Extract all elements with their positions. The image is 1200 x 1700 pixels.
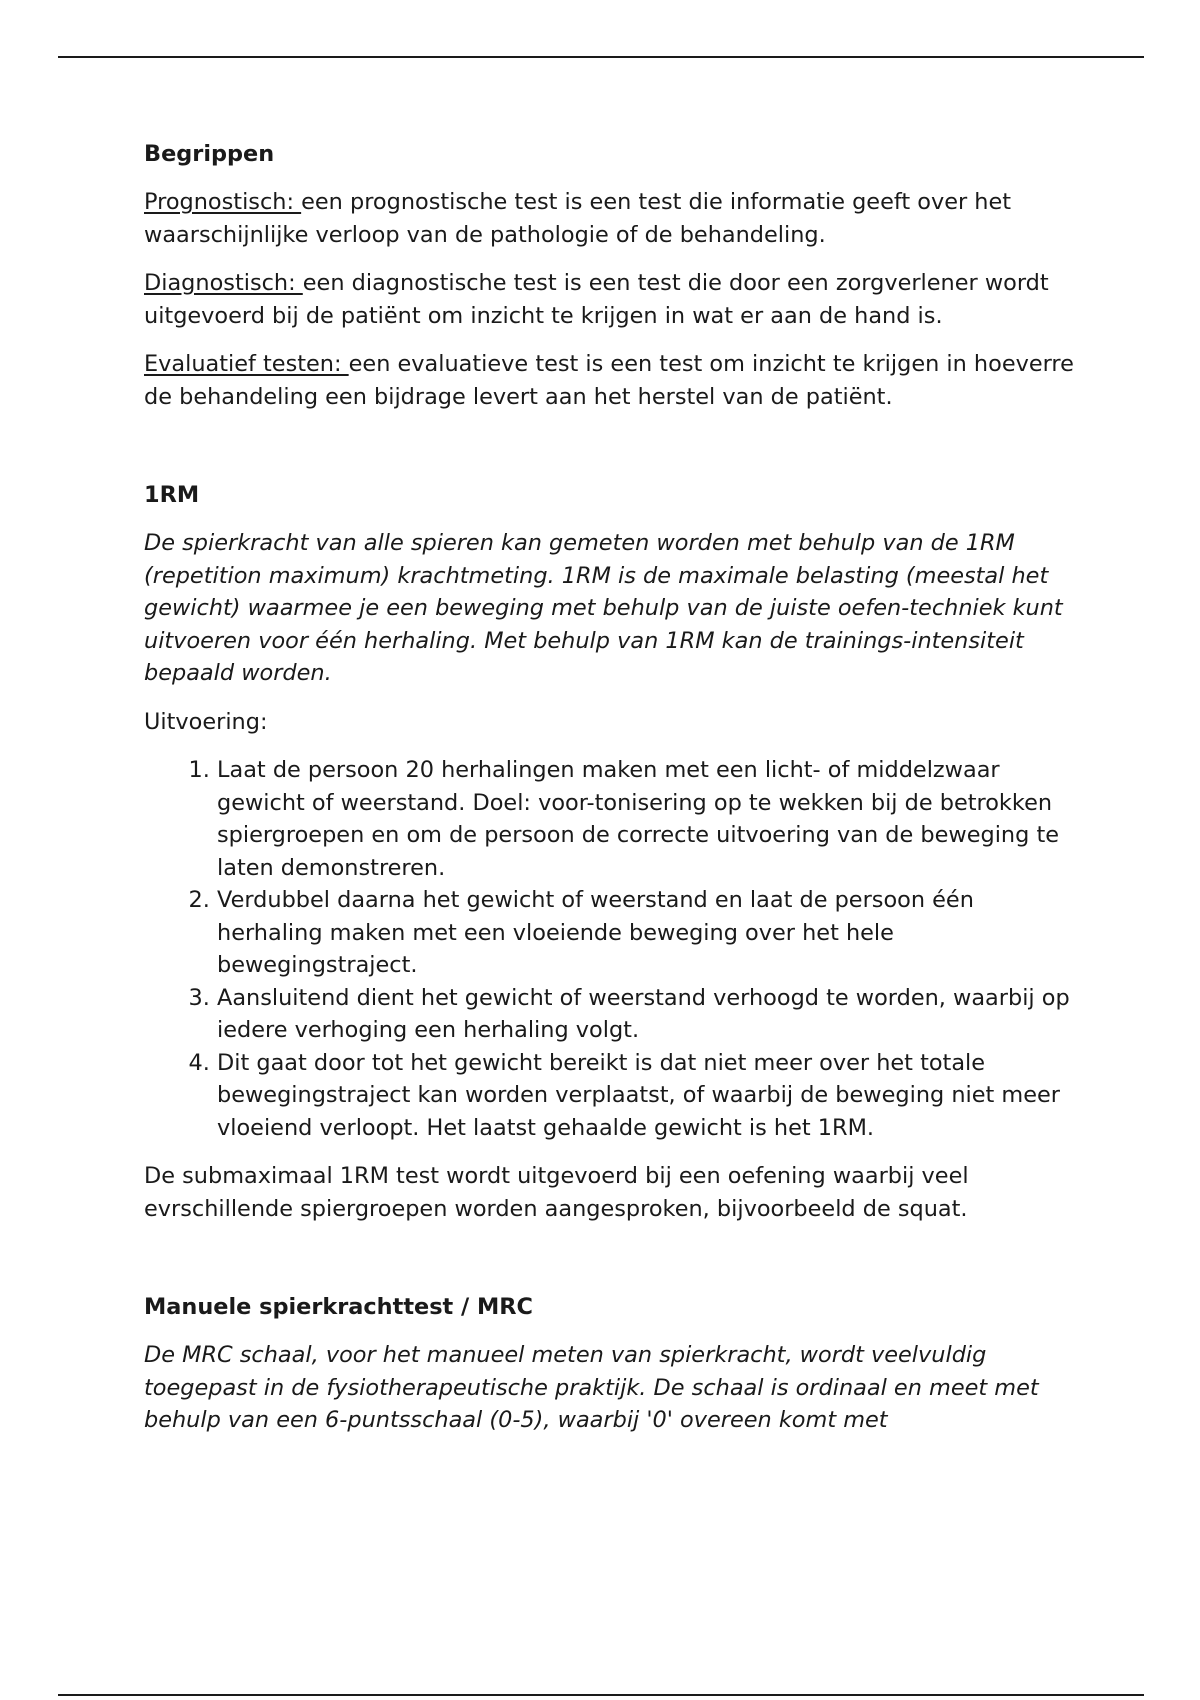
list-item: 1. Laat de persoon 20 herhalingen maken met een licht- of middelzwaar gewicht of weerstand. Doel: voor-tonisering op te wekken bij de betrokken spiergroepen en om de persoon de correcte uitvoering van de beweging te laten demonstreren.: [217, 754, 1074, 884]
definition-text: een prognostische test is een test die informatie geeft over het waarschijnlijke verloop van de pathologie of de behandeling.: [144, 189, 1012, 248]
definition-text: een evaluatieve test is een test om inzicht te krijgen in hoeverre de behandeling een bijdrage levert aan het herstel van de patiënt.: [144, 351, 1074, 410]
uitvoering-label: Uitvoering:: [144, 708, 268, 735]
definition-evaluatief: [144, 348, 1074, 413]
section-heading-mrc: Manuele spierkrachttest / MRC: [144, 1294, 533, 1320]
page-content: [144, 138, 1074, 1453]
mrc-intro-paragraph: De MRC schaal, voor het manueel meten van spierkracht, wordt veelvuldig toegepast in de fysiotherapeutische praktijk. De schaal is ordinaal en meet met behulp van een 6-puntsschaal (0-5), waarbij '0' overeen komt met: [144, 1342, 1039, 1433]
term-evaluatief: Evaluatief testen:: [144, 351, 349, 377]
term-prognostisch: Prognostisch:: [144, 189, 302, 215]
list-item: 3. Aansluitend dient het gewicht of weerstand verhoogd te worden, waarbij op iedere verhoging een herhaling volgt.: [217, 982, 1074, 1047]
rm-closing-paragraph: De submaximaal 1RM test wordt uitgevoerd bij een oefening waarbij veel evrschillende spiergroepen worden aangesproken, bijvoorbeeld de squat.: [144, 1163, 969, 1222]
footer-divider: [58, 1694, 1144, 1696]
definition-prognostisch: [144, 186, 1074, 251]
list-item: 2. Verdubbel daarna het gewicht of weerstand en laat de persoon één herhaling maken met een vloeiende beweging over het hele bewegingstraject.: [217, 884, 1074, 982]
definition-text: een diagnostische test is een test die door een zorgverlener wordt uitgevoerd bij de patiënt om inzicht te krijgen in wat er aan de hand is.: [144, 270, 1049, 329]
section-heading-1rm: 1RM: [144, 482, 200, 508]
header-divider: [58, 56, 1144, 58]
rm-intro-paragraph: De spierkracht van alle spieren kan gemeten worden met behulp van de 1RM (repetition maximum) krachtmeting. 1RM is de maximale belasting (meestal het gewicht) waarmee je een beweging met behulp van de juiste oefen-techniek kunt uitvoeren voor één herhaling. Met behulp van 1RM kan de trainings-intensiteit bepaald worden.: [144, 530, 1063, 686]
section-heading-begrippen: Begrippen: [144, 141, 275, 167]
definition-diagnostisch: [144, 267, 1074, 332]
uitvoering-steps-list: [144, 754, 1074, 1144]
term-diagnostisch: Diagnostisch:: [144, 270, 303, 296]
list-item: 4. Dit gaat door tot het gewicht bereikt is dat niet meer over het totale bewegingstraject kan worden verplaatst, of waarbij de beweging niet meer vloeiend verloopt. Het laatst gehaalde gewicht is het 1RM.: [217, 1047, 1074, 1145]
